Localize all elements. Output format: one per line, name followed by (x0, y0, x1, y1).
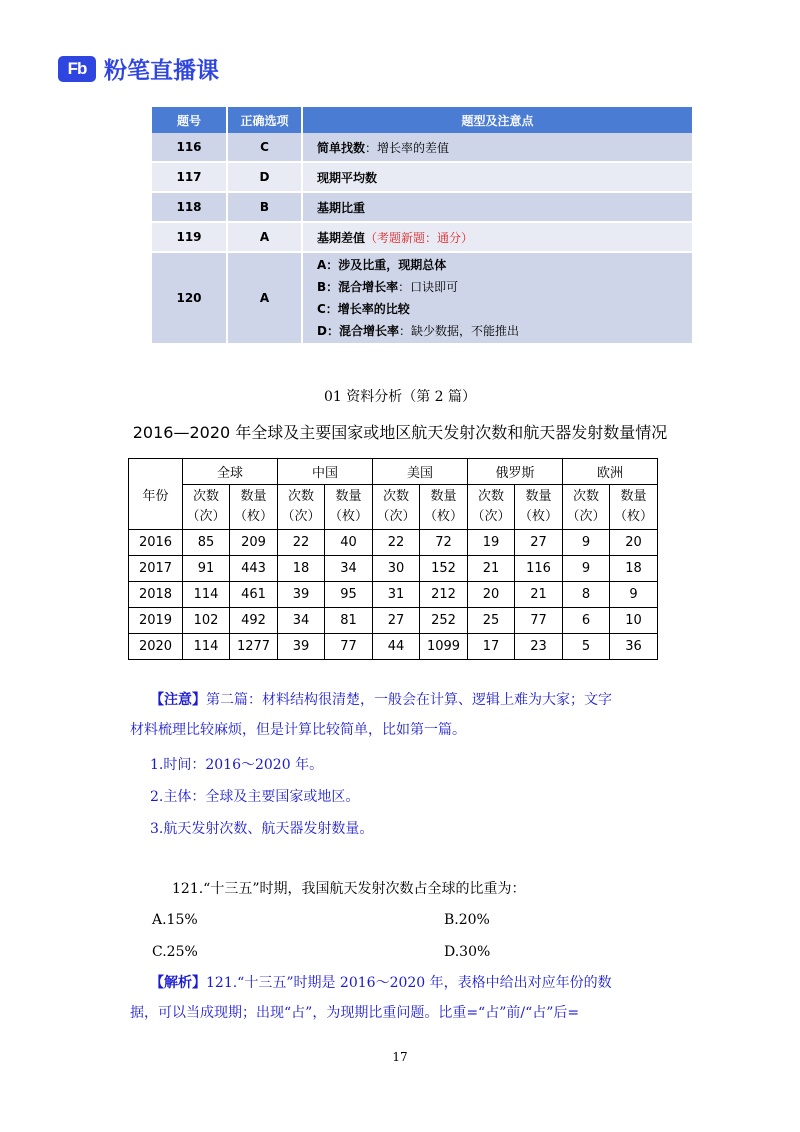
table-row (152, 192, 692, 222)
note-bold: 简单找数 (317, 140, 366, 155)
value-cell: 22 (373, 530, 420, 556)
count-header: 次数 （次） (278, 485, 325, 530)
value-cell: 27 (515, 530, 563, 556)
note-text: ：增长率的差值 (365, 140, 450, 155)
value-cell: 152 (420, 556, 468, 582)
note-item: 1.时间：2016～2020 年。 (150, 757, 324, 773)
value-cell: 209 (230, 530, 278, 556)
value-cell: 36 (610, 634, 658, 660)
value-cell: 116 (515, 556, 563, 582)
value-cell: 5 (563, 634, 610, 660)
year-header: 年份 (129, 459, 183, 530)
count-header: 次数 （次） (563, 485, 610, 530)
option-a: A.15% (152, 912, 198, 928)
answer-table (152, 107, 692, 345)
value-cell: 39 (278, 582, 325, 608)
table-row (152, 133, 692, 162)
count-header: 次数 （次） (468, 485, 515, 530)
analysis-line-1: 121.“十三五”时期是 2016～2020 年，表格中给出对应年份的数 (206, 975, 612, 991)
analysis-line-2: 据，可以当成现期；出现“占”，为现期比重问题。比重=“占”前/“占”后= (130, 1005, 580, 1021)
table-row (129, 608, 658, 634)
region-header: 中国 (278, 459, 373, 485)
question-no: 117 (152, 162, 227, 192)
value-cell: 31 (373, 582, 420, 608)
value-cell: 34 (325, 556, 373, 582)
table-row (152, 252, 692, 344)
question-no: 120 (152, 252, 227, 344)
table-row (129, 556, 658, 582)
value-cell: 1277 (230, 634, 278, 660)
option-b: B.20% (444, 912, 490, 928)
value-cell: 30 (373, 556, 420, 582)
year-cell: 2017 (129, 556, 183, 582)
table-row (129, 634, 658, 660)
note-line: D：混合增长率：缺少数据，不能推出 (317, 324, 519, 338)
analysis-tag: 【解析】 (150, 975, 206, 991)
value-cell: 10 (610, 608, 658, 634)
value-cell: 18 (610, 556, 658, 582)
value-cell: 1099 (420, 634, 468, 660)
value-cell: 34 (278, 608, 325, 634)
note-line: A：涉及比重，现期总体 (317, 258, 447, 272)
table-row (129, 582, 658, 608)
note-bold: 基期比重 (317, 200, 366, 215)
region-header: 美国 (373, 459, 468, 485)
type-note (302, 162, 692, 192)
value-cell: 6 (563, 608, 610, 634)
value-cell: 25 (468, 608, 515, 634)
value-cell: 9 (610, 582, 658, 608)
correct-option: D (227, 162, 302, 192)
year-cell: 2016 (129, 530, 183, 556)
option-d: D.30% (444, 944, 491, 960)
question-no: 119 (152, 222, 227, 252)
year-cell: 2020 (129, 634, 183, 660)
table-row (152, 222, 692, 252)
quantity-header: 数量 （枚） (325, 485, 373, 530)
note-bold: 基期差值 (317, 230, 366, 245)
type-note (302, 192, 692, 222)
value-cell: 114 (183, 634, 230, 660)
value-cell: 19 (468, 530, 515, 556)
question-no: 116 (152, 133, 227, 162)
type-note (302, 222, 692, 252)
answer-header-option: 正确选项 (227, 107, 302, 133)
table-row (129, 530, 658, 556)
quantity-header: 数量 （枚） (230, 485, 278, 530)
brand-name: 粉笔直播课 (104, 58, 219, 84)
value-cell: 21 (515, 582, 563, 608)
note-paragraph (130, 685, 690, 745)
table-row (152, 162, 692, 192)
answer-header-no: 题号 (152, 107, 227, 133)
value-cell: 252 (420, 608, 468, 634)
value-cell: 27 (373, 608, 420, 634)
type-note (302, 133, 692, 162)
value-cell: 91 (183, 556, 230, 582)
data-table-title: 2016—2020 年全球及主要国家或地区航天发射次数和航天器发射数量情况 (132, 423, 668, 442)
note-line: C：增长率的比较 (317, 302, 410, 316)
value-cell: 20 (468, 582, 515, 608)
quantity-header: 数量 （枚） (420, 485, 468, 530)
value-cell: 44 (373, 634, 420, 660)
correct-option: A (227, 222, 302, 252)
value-cell: 21 (468, 556, 515, 582)
region-header: 欧洲 (563, 459, 658, 485)
value-cell: 20 (610, 530, 658, 556)
option-c: C.25% (152, 944, 198, 960)
fb-logo-icon: Fb (58, 56, 96, 82)
note-bold: 现期平均数 (317, 170, 378, 185)
value-cell: 114 (183, 582, 230, 608)
value-cell: 77 (515, 608, 563, 634)
note-item: 3.航天发射次数、航天器发射数量。 (150, 821, 374, 837)
value-cell: 85 (183, 530, 230, 556)
value-cell: 492 (230, 608, 278, 634)
question-stem: 121.“十三五”时期，我国航天发射次数占全球的比重为： (172, 881, 526, 897)
section-title: 01 资料分析（第 2 篇） (323, 389, 477, 405)
value-cell: 40 (325, 530, 373, 556)
analysis-paragraph (130, 968, 690, 1028)
count-header: 次数 （次） (373, 485, 420, 530)
note-tag: 【注意】 (150, 692, 206, 708)
value-cell: 77 (325, 634, 373, 660)
type-note (302, 252, 692, 344)
note-highlight: （考题新题：通分） (365, 230, 474, 245)
quantity-header: 数量 （枚） (515, 485, 563, 530)
page-number: 17 (392, 1050, 408, 1064)
value-cell: 9 (563, 556, 610, 582)
value-cell: 212 (420, 582, 468, 608)
brand-logo (58, 52, 219, 85)
value-cell: 81 (325, 608, 373, 634)
note-line-2: 材料梳理比较麻烦，但是计算比较简单，比如第一篇。 (130, 722, 466, 738)
note-item: 2.主体：全球及主要国家或地区。 (150, 789, 360, 805)
correct-option: C (227, 133, 302, 162)
note-line: B：混合增长率：口诀即可 (317, 280, 459, 294)
question-no: 118 (152, 192, 227, 222)
value-cell: 8 (563, 582, 610, 608)
value-cell: 102 (183, 608, 230, 634)
correct-option: A (227, 252, 302, 344)
value-cell: 461 (230, 582, 278, 608)
correct-option: B (227, 192, 302, 222)
value-cell: 23 (515, 634, 563, 660)
value-cell: 39 (278, 634, 325, 660)
region-header: 俄罗斯 (468, 459, 563, 485)
value-cell: 443 (230, 556, 278, 582)
data-table (128, 458, 658, 660)
answer-header-note: 题型及注意点 (302, 107, 692, 133)
value-cell: 18 (278, 556, 325, 582)
value-cell: 72 (420, 530, 468, 556)
value-cell: 9 (563, 530, 610, 556)
note-line-1: 第二篇：材料结构很清楚，一般会在计算、逻辑上难为大家；文字 (206, 692, 612, 708)
year-cell: 2019 (129, 608, 183, 634)
value-cell: 22 (278, 530, 325, 556)
region-header: 全球 (183, 459, 278, 485)
quantity-header: 数量 （枚） (610, 485, 658, 530)
value-cell: 95 (325, 582, 373, 608)
value-cell: 17 (468, 634, 515, 660)
count-header: 次数 （次） (183, 485, 230, 530)
year-cell: 2018 (129, 582, 183, 608)
